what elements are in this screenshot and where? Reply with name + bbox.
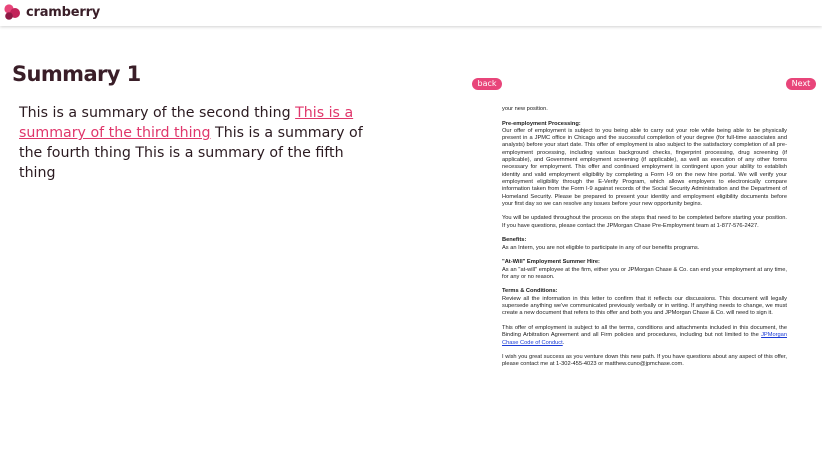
next-button[interactable]: Next — [786, 78, 816, 90]
summary-text — [19, 103, 379, 183]
letter-heading: Benefits: — [502, 237, 527, 244]
brand-name: cramberry — [26, 4, 101, 20]
letter-body: Review all the information in this letter to confirm that it reflects our discussions. This document will legally supersede anything we've communicated previously verbally or in writing. If anything needs to change, we must create a new document that refers to this offer and both you and JPMorgan Chase & Co. will need to sign it. — [502, 295, 787, 317]
offer-letter-document — [502, 106, 787, 398]
cranberry-logo-icon — [3, 3, 21, 21]
letter-section-pre-employment — [502, 121, 787, 209]
letter-heading: Pre-employment Processing: — [502, 120, 581, 127]
letter-body-end: . — [562, 339, 565, 346]
back-button[interactable]: back — [472, 78, 502, 90]
summary-text-part-1: This is a summary of the second thing — [19, 105, 296, 121]
letter-section-at-will — [502, 259, 787, 281]
letter-section-terms — [502, 288, 787, 317]
letter-heading: "At-Will" Employment Summer Hire: — [502, 259, 600, 266]
letter-intro: your new position. — [502, 106, 548, 112]
letter-section-benefits — [502, 237, 787, 252]
letter-body: As an "at-will" employee at the firm, either you or JPMorgan Chase & Co. can end your employment at any time, for any or no reason. — [502, 266, 787, 280]
letter-paragraph: You will be updated throughout the process on the steps that need to be completed before starting your position. If you have questions, please contact the JPMorgan Chase Pre-Employment team at 1-877-576-2427. — [502, 215, 787, 229]
letter-body: As an Intern, you are not eligible to participate in any of our benefits programs. — [502, 244, 700, 251]
summary-link[interactable]: This is a summary of the third thing — [19, 105, 354, 141]
letter-body: This offer of employment is subject to all the terms, conditions and attachments included in this document, the Binding Arbitration Agreement and all Firm policies and procedures, including but not limited to the — [502, 324, 787, 339]
letter-closing: I wish you great success as you venture down this new path. If you have questions about any aspect of this offer, please contact me at 1-302-455-4023 or matthew.cuno@jpmchase.com. — [502, 354, 787, 368]
page-title: Summary 1 — [12, 62, 141, 86]
letter-heading: Terms & Conditions: — [502, 288, 558, 295]
brand[interactable] — [3, 3, 100, 21]
summary-text-part-2: This is a summary of the fourth thing This is a summary of the fifth thing — [19, 125, 363, 181]
code-of-conduct-link[interactable]: JPMorgan Chase Code of Conduct — [502, 332, 787, 346]
letter-body: Our offer of employment is subject to you being able to carry out your role while being able to be physically present in a JPMC office in Chicago and the successful completion of your degree (for full-time associates and analysts) before your start date. This offer of employment is also subject to the satisfactory completion of all pre-employment processing, including various background checks, fingerprint processing, drug screening (if applicable), and Government employment screening (if applicable), as well as execution of any other forms necessary for employment. This offer and continued employment is contingent upon your ability to establish identity and valid employment eligibility by completing a Form I-9 on the new hire portal. We will verify your employment eligibility through the E-Verify Program, which allows employers to electronically compare information taken from the Form I-9 against records of the Social Security Administration and the Department of Homeland Security. Please be prepared to present your identity and employment eligibility documents before your first day so we can resolve any issues before your new opportunity begins. — [502, 127, 787, 207]
letter-paragraph-conditions — [502, 325, 787, 347]
top-bar — [0, 0, 822, 26]
